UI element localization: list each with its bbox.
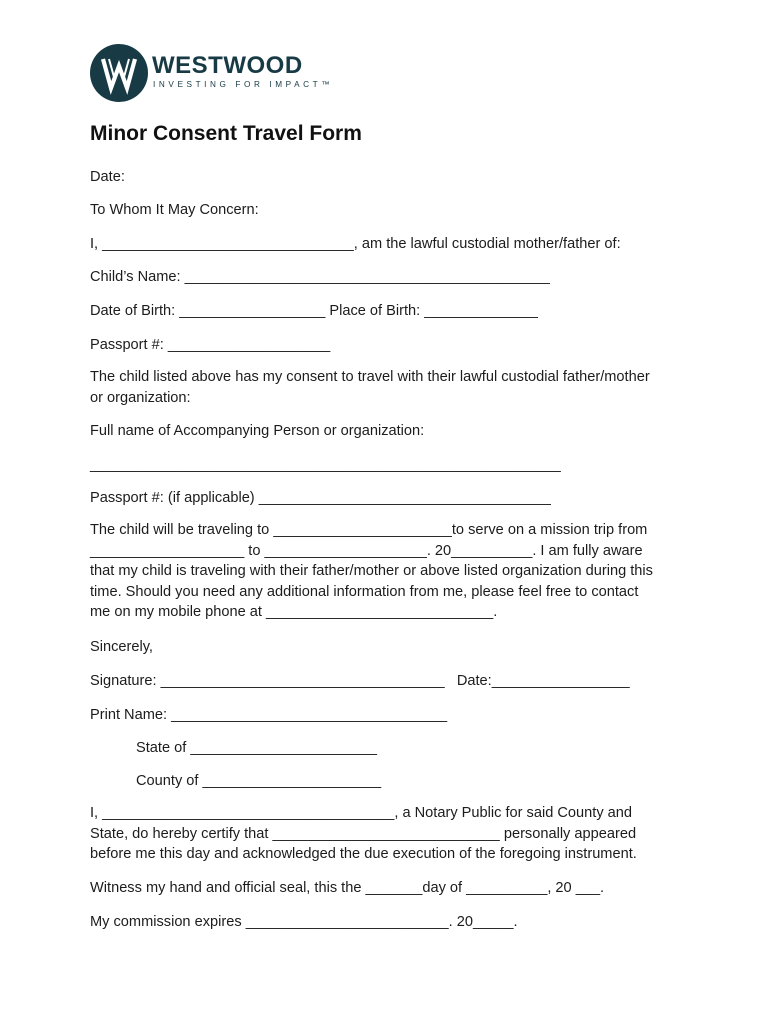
- signature-line: Signature: ___________________________________ Date:_________________: [90, 673, 630, 689]
- dob-pob-line: Date of Birth: __________________ Place of Birth: ______________: [90, 303, 538, 319]
- notary-paragraph: I, ____________________________________, a Notary Public for said County and State, do hereby certify that ____________________________ personally appeared before me this day and acknowledged the due execution of the foregoing instrument.: [90, 805, 637, 862]
- commission-line: My commission expires _________________________. 20_____.: [90, 914, 518, 930]
- passport-line: Passport #: ____________________: [90, 337, 331, 353]
- witness-line: Witness my hand and official seal, this the _______day of __________, 20 ___.: [90, 880, 605, 896]
- logo-tagline: INVESTING FOR IMPACT™: [153, 80, 334, 89]
- consent-paragraph: The child listed above has my consent to travel with their lawful custodial father/mother or organization:: [90, 369, 650, 406]
- westwood-w-emblem-icon: [90, 44, 148, 102]
- sincerely-line: Sincerely,: [90, 639, 153, 655]
- logo-wordmark: WESTWOOD: [152, 52, 303, 79]
- westwood-logo: [90, 44, 334, 106]
- accompanying-name-line: __________________________________________________________: [90, 457, 561, 473]
- greeting-line: To Whom It May Concern:: [90, 202, 259, 218]
- county-line: County of ______________________: [136, 773, 382, 789]
- state-line: State of _______________________: [136, 740, 378, 756]
- child-name-line: Child’s Name: _____________________________________________: [90, 269, 550, 285]
- accompanying-label: Full name of Accompanying Person or organization:: [90, 423, 425, 439]
- print-name-line: Print Name: __________________________________: [90, 707, 448, 723]
- custodial-parent-line: I, _______________________________, am the lawful custodial mother/father of:: [90, 236, 621, 252]
- travel-paragraph: The child will be traveling to ______________________to serve on a mission trip from ___________________ to ____________________. 20__________. I am fully aware that my child is traveling with their father/mother or above listed organization during this time. Should you need any additional information from me, please feel free to contact me on my mobile phone at ____________________________.: [90, 522, 653, 620]
- page-title: Minor Consent Travel Form: [90, 122, 362, 145]
- date-line: Date:: [90, 169, 125, 185]
- passport-applicable-line: Passport #: (if applicable) ____________________________________: [90, 490, 551, 506]
